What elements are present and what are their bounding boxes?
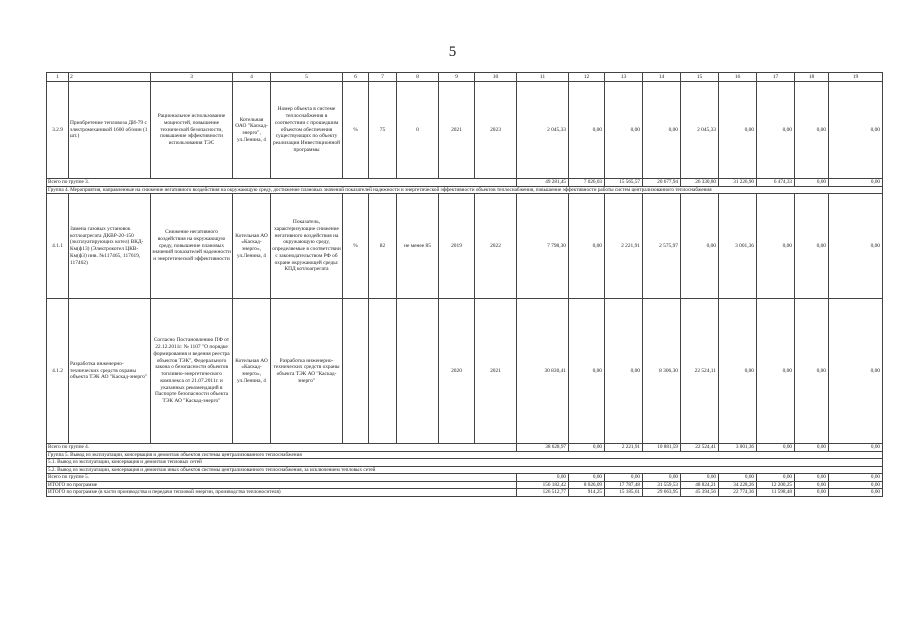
item-location: Котельная АО «Каскад-энерго», ул.Ленина, 4 <box>233 194 271 299</box>
total-value: 8 026,09 <box>569 481 605 489</box>
item-start-year: 2020 <box>439 299 475 444</box>
item-start-year: 2019 <box>439 194 475 299</box>
item-name: Приобретение тепловоза ДИ-79 с электромеханикой 1600 об/мин (1 шт.) <box>69 82 151 179</box>
item-plan <box>369 299 397 444</box>
group-4-heading <box>47 186 883 194</box>
item-indicator: Номер объекта в системе теплоснабжения в соответствии с прошедшим объектом обеспечения существующих по объекту реализации Инвестиционной программы <box>271 82 343 179</box>
item-name: Замена газовых установок котлоагрегата ДКВР-20-150 (эксплуатирующих котел) ВКД-Км(ф13) (Электрокотел ЦКВ-Км(ф3) инв. №117465, 117619, 117462) <box>69 194 151 299</box>
total-value: 0,00 <box>605 474 643 482</box>
column-header: 4 <box>233 73 271 82</box>
total-value: 0,00 <box>829 179 883 187</box>
item-indicator: Разработка инженерно-технических средств охраны объекта ТЭК АО "Каскад-энерго" <box>271 299 343 444</box>
item-plan: 75 <box>369 82 397 179</box>
column-header: 16 <box>719 73 757 82</box>
item-end-year: 2021 <box>475 299 517 444</box>
item-value: 0,00 <box>719 299 757 444</box>
column-header: 8 <box>397 73 439 82</box>
item-value: 0,00 <box>795 82 829 179</box>
total-value: 0,00 <box>795 179 829 187</box>
column-header: 1 <box>47 73 69 82</box>
total-value: 0,00 <box>517 474 569 482</box>
total-value: 20 677,94 <box>643 179 681 187</box>
total-value: 126 512,77 <box>517 489 569 497</box>
total-value: 48 824,21 <box>681 481 719 489</box>
item-value: 0,00 <box>795 194 829 299</box>
total-value: 0,00 <box>795 489 829 497</box>
total-value: 0,00 <box>757 474 795 482</box>
total-value: 0,00 <box>829 474 883 482</box>
total-value: 38 628,97 <box>517 444 569 452</box>
total-value: 6 474,33 <box>757 179 795 187</box>
item-total: 30 830,41 <box>517 299 569 444</box>
total-value: 26 330,80 <box>681 179 719 187</box>
group-5-heading <box>47 451 883 459</box>
item-value: 0,00 <box>681 194 719 299</box>
item-value: 0,00 <box>719 82 757 179</box>
table-row <box>47 82 883 179</box>
column-header: 10 <box>475 73 517 82</box>
item-value: 0,00 <box>829 82 883 179</box>
item-unit: % <box>343 82 369 179</box>
item-value: 0,00 <box>569 194 605 299</box>
total-value: 914,25 <box>569 489 605 497</box>
item-value: 0,00 <box>643 82 681 179</box>
item-value: 0,00 <box>605 299 643 444</box>
total-value: 3 001,36 <box>719 444 757 452</box>
column-header: 12 <box>569 73 605 82</box>
item-justification: Рациональное использование мощностей, повышение технической безопасности, повышение эффективности использования ТЭС <box>151 82 233 179</box>
total-value: 15 185,61 <box>605 489 643 497</box>
item-fact <box>397 299 439 444</box>
item-indicator: Показатель, характеризующие снижение негативного воздействия на окружающую среду, определяемые в соответствии с законодательством РФ об охране окружающей среды: КПД котлоагрегата <box>271 194 343 299</box>
group-title: 5.2. Вывод из эксплуатации, консервация и демонтаж иных объектов системы централизованного теплоснабжения, за исключением тепловых сетей <box>47 466 883 474</box>
item-value: 0,00 <box>829 299 883 444</box>
total-value: 0,00 <box>569 444 605 452</box>
item-value: 0,00 <box>795 299 829 444</box>
total-value: 0,00 <box>569 474 605 482</box>
total-value: 0,00 <box>829 481 883 489</box>
total-label: Всего по группе 5. <box>47 474 517 482</box>
total-value: 0,00 <box>681 474 719 482</box>
column-header: 6 <box>343 73 369 82</box>
item-number: 4.1.2 <box>47 299 69 444</box>
group-title: 5.1. Вывод из эксплуатации, консервация и демонтаж тепловых сетей <box>47 459 883 467</box>
total-label: ИТОГО по программе (в части производства и передачи тепловой энергии, производства теплоносителя) <box>47 489 517 497</box>
item-value: 2 045,33 <box>681 82 719 179</box>
total-value: 0,00 <box>829 489 883 497</box>
total-value: 0,00 <box>795 444 829 452</box>
total-value: 2 221,91 <box>605 444 643 452</box>
item-unit <box>343 299 369 444</box>
group-title: Группа 5. Вывод из эксплуатации, консервация и демонтаж объектов системы централизованного теплоснабжения <box>47 451 883 459</box>
item-total: 2 045,33 <box>517 82 569 179</box>
item-justification: Согласно Постановлению ПФ от 22.12.2011г. № 1107 "О порядке формирования и ведения реестра объектов ТЭК", Федерального закона о безопасности объектов топливно-энергетического комплекса от 21.07.2011г. и указанных рекомендаций в Паспорте безопасности объекта ТЭК АО "Каскад-энерго" <box>151 299 233 444</box>
investment-program-table <box>46 72 883 497</box>
total-value: 12 200,25 <box>757 481 795 489</box>
total-value: 31 226,90 <box>719 179 757 187</box>
total-value: 11 598,48 <box>757 489 795 497</box>
column-header: 9 <box>439 73 475 82</box>
group-5-1-heading <box>47 459 883 467</box>
total-row-group-4 <box>47 444 883 452</box>
item-value: 0,00 <box>757 299 795 444</box>
total-value: 156 182,42 <box>517 481 569 489</box>
total-label: ИТОГО по программе <box>47 481 517 489</box>
item-fact: не менее 85 <box>397 194 439 299</box>
total-value: 0,00 <box>719 474 757 482</box>
total-value: 0,00 <box>795 474 829 482</box>
total-label: Всего по группе 4. <box>47 444 517 452</box>
column-header: 3 <box>151 73 233 82</box>
total-value: 49 281,45 <box>517 179 569 187</box>
total-value: 34 228,26 <box>719 481 757 489</box>
item-value: 22 524,11 <box>681 299 719 444</box>
column-header: 7 <box>369 73 397 82</box>
column-header: 15 <box>681 73 719 82</box>
total-value: 0,00 <box>643 474 681 482</box>
item-end-year: 2023 <box>475 82 517 179</box>
column-header: 13 <box>605 73 643 82</box>
item-start-year: 2021 <box>439 82 475 179</box>
item-number: 3.2.9 <box>47 82 69 179</box>
item-plan: 82 <box>369 194 397 299</box>
item-location: Котельная ОАО "Каскад-энерго", ул.Ленина, 4 <box>233 82 271 179</box>
total-value: 45 394,56 <box>681 489 719 497</box>
total-value: 7 026,03 <box>569 179 605 187</box>
total-value: 22 524,41 <box>681 444 719 452</box>
group-5-2-heading <box>47 466 883 474</box>
column-header: 14 <box>643 73 681 82</box>
item-value: 3 001,36 <box>719 194 757 299</box>
total-value: 0,00 <box>795 481 829 489</box>
total-value: 0,00 <box>757 444 795 452</box>
total-value: 10 881,59 <box>643 444 681 452</box>
item-value: 8 306,30 <box>643 299 681 444</box>
item-fact: 0 <box>397 82 439 179</box>
page-number: 5 <box>448 44 457 60</box>
column-number-row <box>47 73 883 82</box>
item-unit: % <box>343 194 369 299</box>
total-row-group-3 <box>47 179 883 187</box>
item-value: 2 221,91 <box>605 194 643 299</box>
table-row <box>47 194 883 299</box>
item-number: 4.1.1 <box>47 194 69 299</box>
item-name: Разработка инженерно-технических средств охраны объекта ТЭК АО "Каскад-энерго" <box>69 299 151 444</box>
column-header: 19 <box>829 73 883 82</box>
item-value: 0,00 <box>569 82 605 179</box>
column-header: 18 <box>795 73 829 82</box>
column-header: 5 <box>271 73 343 82</box>
item-end-year: 2022 <box>475 194 517 299</box>
total-row-program <box>47 481 883 489</box>
item-value: 0,00 <box>605 82 643 179</box>
item-value: 0,00 <box>569 299 605 444</box>
total-row-program-grid <box>47 489 883 497</box>
group-title: Группа 4. Мероприятия, направленные на снижение негативного воздействия на окружающую среду, достижение плановых значений показателей надежности и энергетической эффективности объектов теплоснабжения, повышение эффективности работы систем централизованного теплоснабжения <box>47 186 883 194</box>
column-header: 11 <box>517 73 569 82</box>
item-justification: Снижение негативного воздействия на окружающую среду, повышение плановых значений показателей надежности и энергетической эффективности <box>151 194 233 299</box>
total-label: Всего по группе 3. <box>47 179 517 187</box>
total-value: 22 774,36 <box>719 489 757 497</box>
total-value: 31 559,53 <box>643 481 681 489</box>
item-value: 0,00 <box>829 194 883 299</box>
item-location: Котельная АО «Каскад-энерго», ул.Ленина, 4 <box>233 299 271 444</box>
item-value: 0,00 <box>757 82 795 179</box>
total-row-group-5 <box>47 474 883 482</box>
item-total: 7 798,30 <box>517 194 569 299</box>
total-value: 0,00 <box>829 444 883 452</box>
table-row <box>47 299 883 444</box>
total-value: 15 565,57 <box>605 179 643 187</box>
column-header: 2 <box>69 73 151 82</box>
item-value: 0,00 <box>757 194 795 299</box>
total-value: 17 787,48 <box>605 481 643 489</box>
column-header: 17 <box>757 73 795 82</box>
item-value: 2 575,97 <box>643 194 681 299</box>
total-value: 29 663,95 <box>643 489 681 497</box>
